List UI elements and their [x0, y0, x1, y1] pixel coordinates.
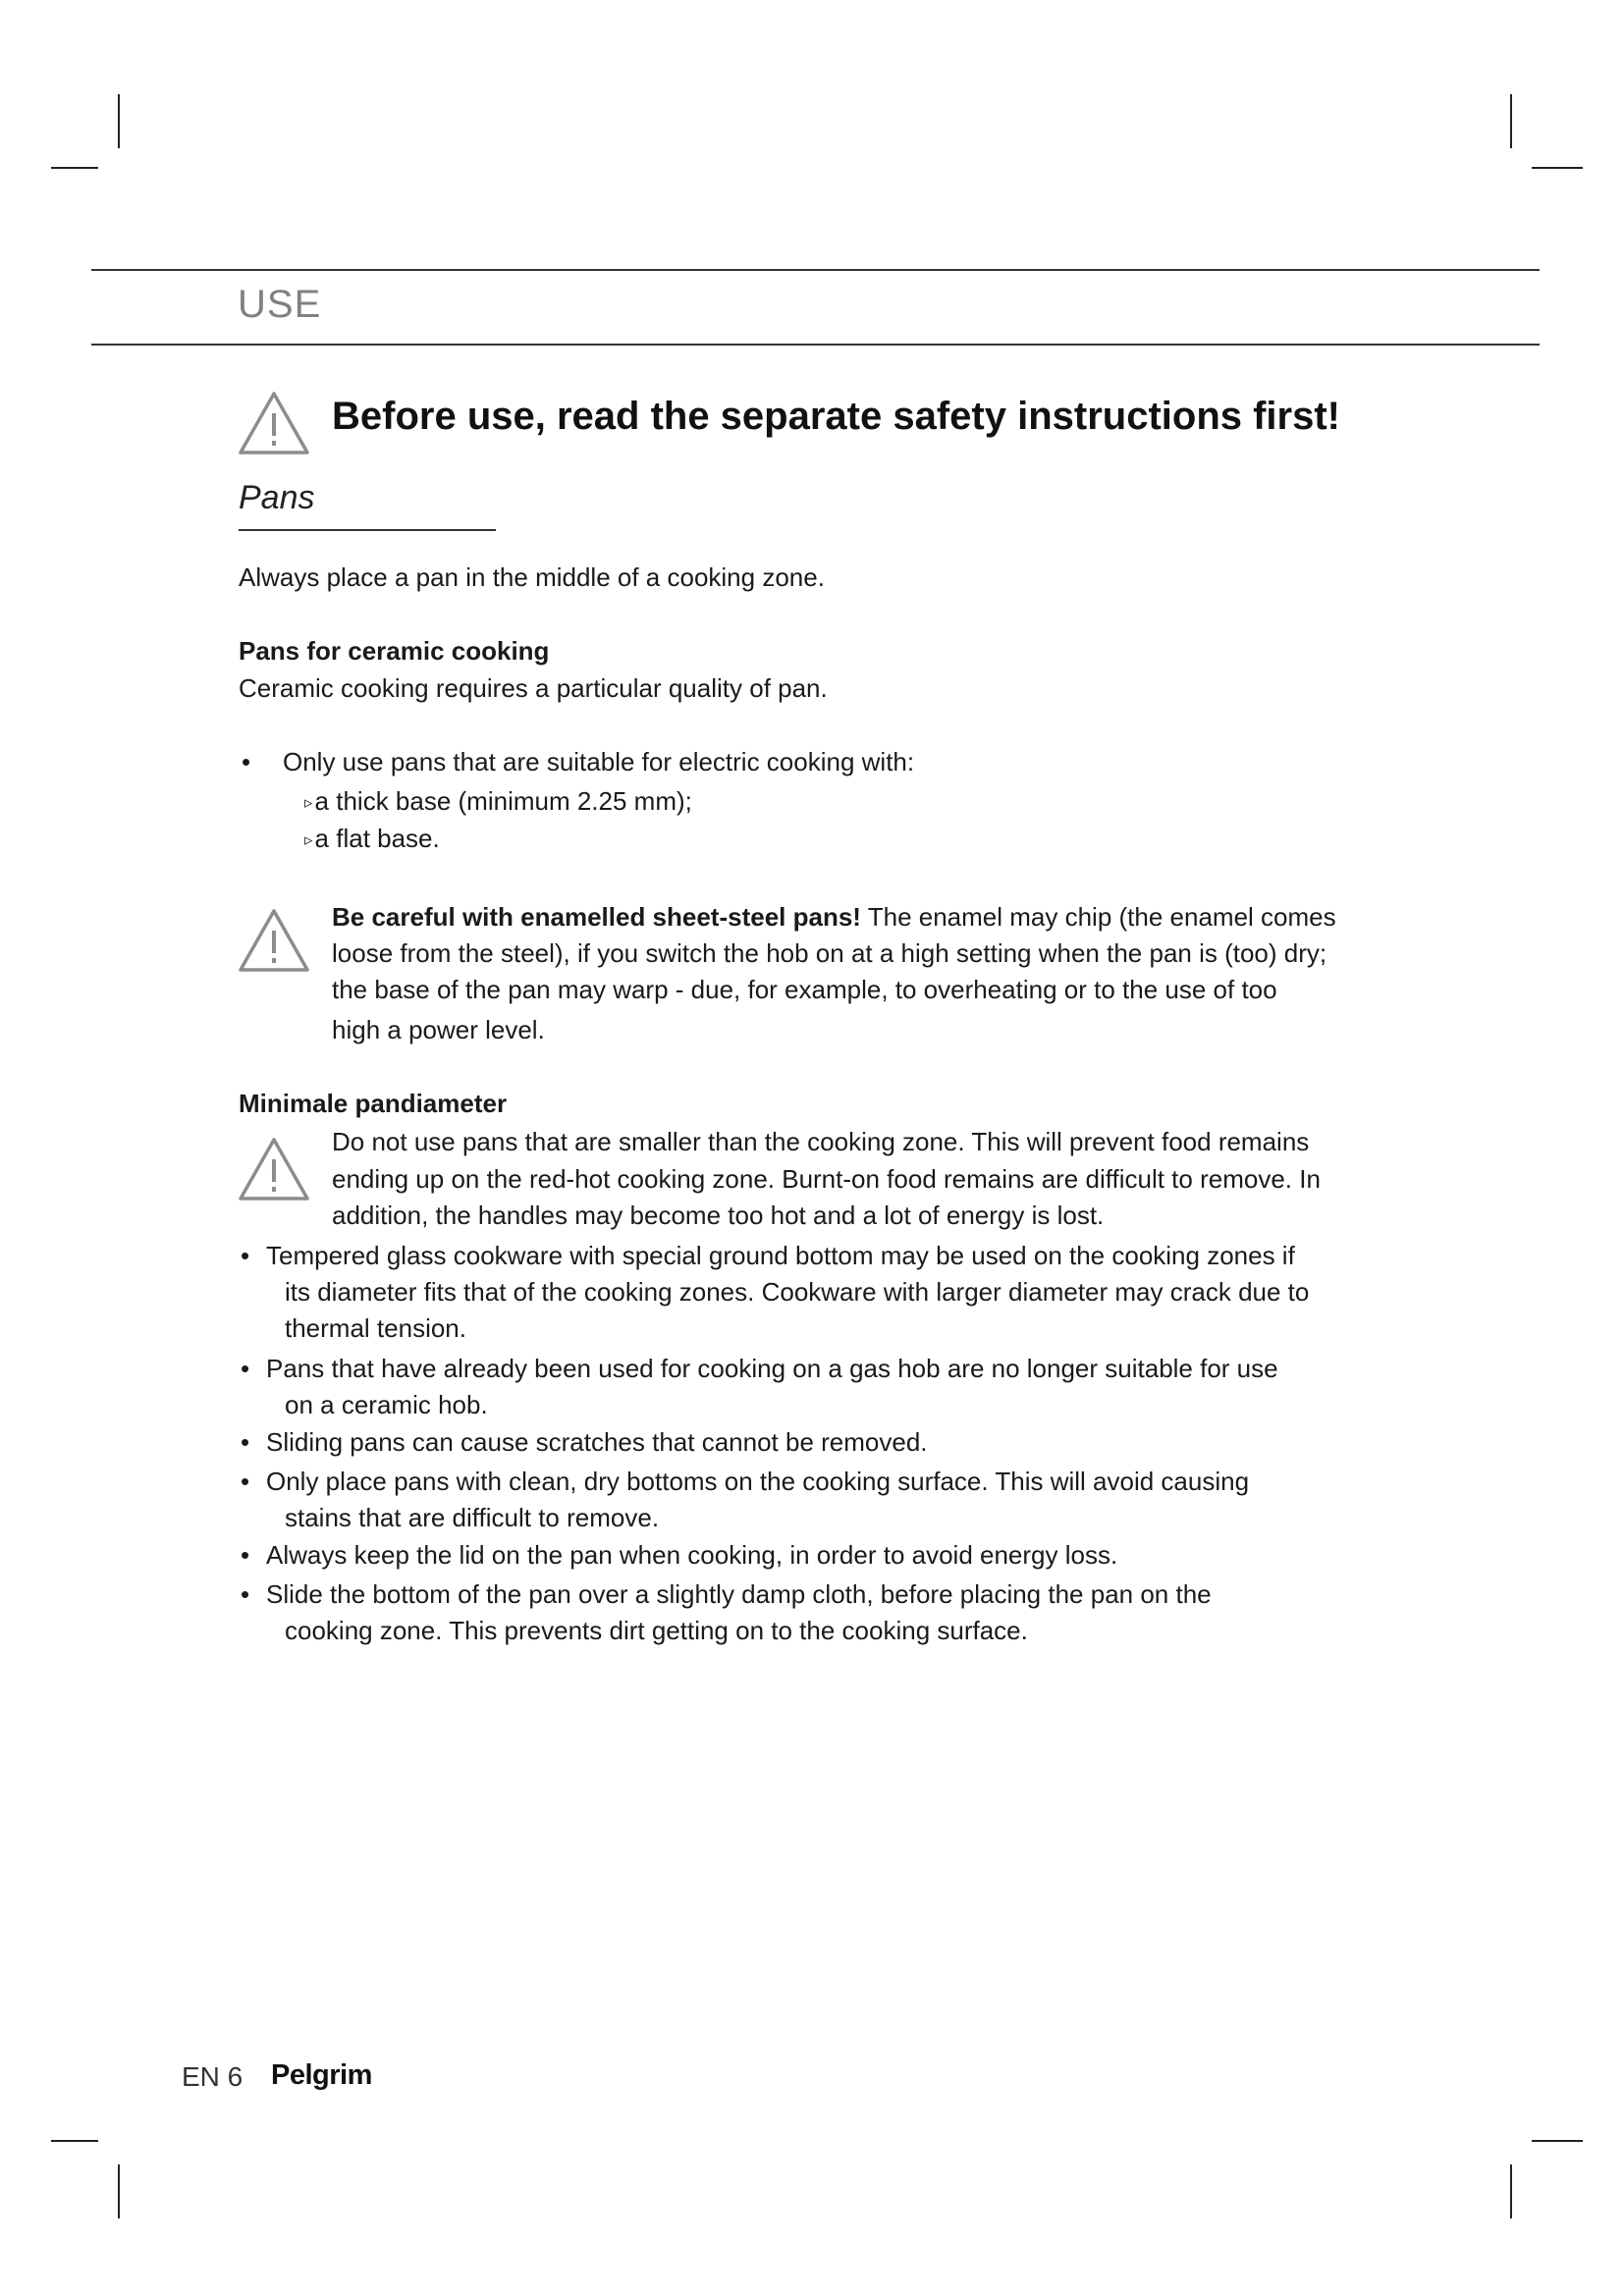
diameter-warning-line: addition, the handles may become too hot and a lot of energy is lost.	[332, 1201, 1105, 1230]
tip-line: Pans that have already been used for cooking on a gas hob are no longer suitable for use	[266, 1354, 1278, 1383]
intro-text: Always place a pan in the middle of a cooking zone.	[239, 562, 825, 592]
warning-icon	[238, 391, 310, 455]
triangle-bullet-icon: ▹	[304, 793, 313, 812]
sub-item: ▹a flat base.	[304, 824, 440, 853]
safety-headline: Before use, read the separate safety instructions first!	[332, 395, 1340, 438]
bullet-dot: •	[241, 1579, 250, 1609]
brand-logo: Pelgrim	[271, 2059, 372, 2091]
tip-line: on a ceramic hob.	[285, 1390, 488, 1419]
bullet-dot: •	[241, 1241, 250, 1270]
bullet-dot: •	[241, 1354, 250, 1383]
tip-line: Always keep the lid on the pan when cooking, in order to avoid energy loss.	[266, 1540, 1118, 1570]
crop-mark	[118, 2164, 120, 2218]
header-rule-top	[91, 269, 1540, 271]
sub-item: ▹a thick base (minimum 2.25 mm);	[304, 786, 692, 816]
crop-mark	[1532, 167, 1583, 169]
crop-mark	[118, 94, 120, 148]
ceramic-text: Ceramic cooking requires a particular quality of pan.	[239, 673, 828, 703]
diameter-heading: Minimale pandiameter	[239, 1089, 508, 1118]
enamel-warning-line: the base of the pan may warp - due, for example, to overheating or to the use of too	[332, 975, 1277, 1004]
section-title: USE	[238, 283, 322, 326]
bullet-dot: •	[241, 1540, 250, 1570]
subheading-underline	[239, 529, 496, 531]
page-number: EN 6	[182, 2061, 244, 2092]
crop-mark	[51, 2140, 98, 2142]
ceramic-heading: Pans for ceramic cooking	[239, 636, 550, 666]
crop-mark	[1510, 94, 1512, 148]
ceramic-bullet: Only use pans that are suitable for electric cooking with:	[283, 747, 915, 776]
tip-line: Slide the bottom of the pan over a slightly damp cloth, before placing the pan on the	[266, 1579, 1212, 1609]
warning-icon	[238, 908, 310, 973]
enamel-warning-line: high a power level.	[332, 1015, 545, 1044]
triangle-bullet-icon: ▹	[304, 830, 313, 849]
diameter-warning-line: ending up on the red-hot cooking zone. Burnt-on food remains are difficult to remove. In	[332, 1164, 1321, 1194]
tip-line: thermal tension.	[285, 1313, 466, 1343]
enamel-warning-line: loose from the steel), if you switch the hob on at a high setting when the pan is (too) dry;	[332, 938, 1327, 968]
enamel-warning-line: Be careful with enamelled sheet-steel pans! The enamel may chip (the enamel comes	[332, 902, 1336, 932]
bullet-dot: •	[241, 1427, 250, 1457]
crop-mark	[51, 167, 98, 169]
crop-mark	[1532, 2140, 1583, 2142]
tip-line: Sliding pans can cause scratches that cannot be removed.	[266, 1427, 928, 1457]
bullet-dot: •	[241, 1467, 250, 1496]
tip-line: cooking zone. This prevents dirt getting on to the cooking surface.	[285, 1616, 1028, 1645]
tip-line: Tempered glass cookware with special ground bottom may be used on the cooking zones if	[266, 1241, 1295, 1270]
subheading-pans: Pans	[239, 479, 315, 516]
tip-line: its diameter fits that of the cooking zones. Cookware with larger diameter may crack due to	[285, 1277, 1310, 1307]
tip-line: Only place pans with clean, dry bottoms on the cooking surface. This will avoid causing	[266, 1467, 1250, 1496]
diameter-warning-line: Do not use pans that are smaller than the cooking zone. This will prevent food remains	[332, 1127, 1310, 1156]
bullet-dot: •	[242, 747, 251, 776]
crop-mark	[1510, 2164, 1512, 2218]
warning-icon	[238, 1137, 310, 1201]
tip-line: stains that are difficult to remove.	[285, 1503, 660, 1532]
header-rule-bottom	[91, 344, 1540, 346]
